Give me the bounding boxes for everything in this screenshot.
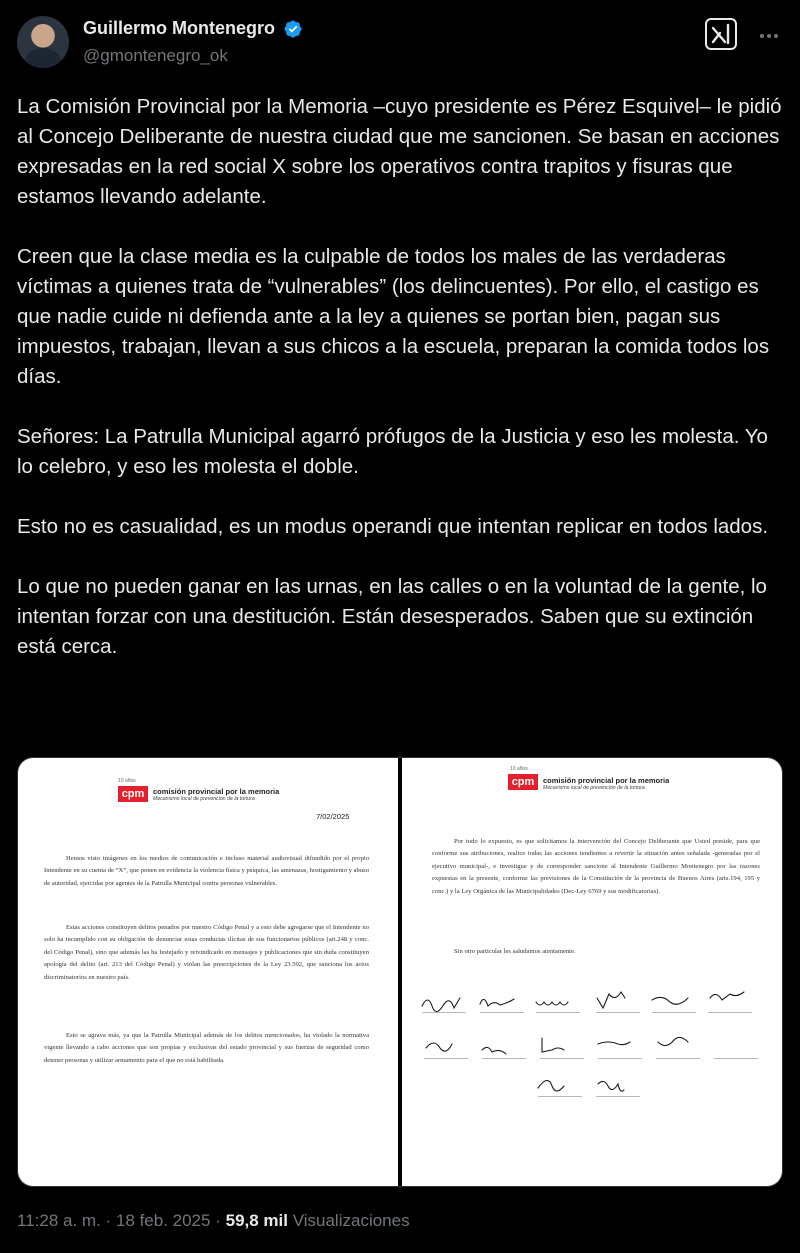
signature-line [424, 1058, 468, 1059]
signature-line [714, 1058, 758, 1059]
org-name: comisión provincial por la memoria [543, 776, 670, 785]
signature-line [540, 1058, 584, 1059]
document-paragraph: Por todo lo expuesto, es que solicitamos la intervención del Concejo Deliberante que Usted preside, para que conforme sus atribuciones, realice todas las acciones tendientes a revertir la situación antes señalada -generadas por el ejecutivo municipal-, e investigue y de corresponder sancione al Intendente Guillermo Montenegro por las razones expuestas en la presente, conforme las previsiones de la Constitución de la provincia de Buenos Aires (arts.194, 195 y conc.) y la Ley Orgánica de las Municipalidades (Dec-Ley 6769 y sus modificatorias). [432, 838, 760, 895]
post-date[interactable]: 18 feb. 2025 [115, 1211, 211, 1230]
cpm-logo: cpm [118, 786, 148, 802]
document-date: 7/02/2025 [316, 812, 350, 821]
document-image-left[interactable] [18, 758, 398, 1187]
tweet-paragraph: Esto no es casualidad, es un modus operandi que intentan replicar en todos lados. [17, 515, 769, 538]
tweet-paragraph: Lo que no pueden ganar en las urnas, en las calles o en la voluntad de la gente, lo intentan forzar con una destitución. Están desesperados. Saben que su extinción está cerca. [17, 575, 767, 658]
tweet-paragraph: La Comisión Provincial por la Memoria –cuyo presidente es Pérez Esquivel– le pidió al Concejo Deliberante de nuestra ciudad que me sancionen. Se basan en acciones expresadas en la red social X sobre los operativos contra trapitos y fisuras que estamos llevando adelante. [17, 95, 782, 208]
signature [658, 1037, 688, 1045]
meta-separator: · [215, 1211, 221, 1230]
org-subtitle: Mecanismo local de prevención de la tortura [543, 785, 645, 791]
tweet-meta [17, 1211, 410, 1231]
cpm-logo: cpm [508, 774, 538, 790]
document-image-right[interactable] [402, 758, 783, 1187]
signature-line [656, 1058, 700, 1059]
more-options-button[interactable] [755, 18, 783, 50]
post-time[interactable]: 11:28 a. m. [17, 1211, 101, 1230]
signature [710, 992, 744, 1000]
signature [542, 1038, 564, 1052]
tweet-paragraph: Creen que la clase media es la culpable de todos los males de las verdaderas víctimas a quienes trata de “vulnerables” (los delincuentes). Por ello, el castigo es que nadie cuide ni defienda ante a la ley a quienes se portan bien, pagan sus impuestos, trabajan, llevan a sus chicos a la escuela, preparan la comida todos los días. [17, 245, 770, 388]
signature [597, 992, 625, 1008]
author-handle[interactable]: @gmontenegro_ok [83, 46, 228, 65]
signature [538, 1080, 564, 1091]
signature [536, 1002, 568, 1005]
author-avatar[interactable] [17, 16, 69, 68]
signature-line [538, 1096, 582, 1097]
tweet-text [17, 92, 783, 692]
document-paragraph: Esto se agrava más, ya que la Patrulla Municipal además de los delitos mencionados, ha violado la normativa vigente llevando a cabo acciones que son propias y exclusivas del estado provincial y sus fuerzas de seguridad como detener personas y utilizar armamento para el que no está habilitada. [44, 1032, 369, 1064]
meta-separator: · [105, 1211, 112, 1230]
org-subtitle: Mecanismo local de prevención de la tortura [153, 796, 255, 802]
document-paragraph: Sin otro particular les saludamos atentamente. [454, 948, 576, 955]
more-options-icon [755, 18, 783, 50]
tweet-media[interactable] [17, 757, 783, 1187]
verified-badge-icon [283, 19, 303, 39]
signature-line [652, 1012, 696, 1013]
org-name: comisión provincial por la memoria [153, 787, 280, 796]
views-count[interactable]: 59,8 mil [225, 1211, 288, 1230]
document-paragraph: Estas acciones constituyen delitos penados por nuestro Código Penal y a esto debe agregarse que el Intendente no solo ha incumplido con su obligación de denunciar estas conductas ilícitas de sus funcionarios públicos (art.248 y conc. del Código Penal), sino que además las ha festejado y reivindicado en mensajes y publicaciones que sin duda constituyen apología del delito (art. 213 del Código Penal) y violan las prescripciones de la Ley 23.592, que sanciona los actos discriminatorios en nuestro país. [44, 924, 369, 981]
signature [426, 1043, 452, 1051]
signature [652, 997, 688, 1004]
tweet-header [17, 16, 783, 72]
grok-button[interactable] [705, 18, 737, 50]
tweet-paragraph: Señores: La Patrulla Municipal agarró prófugos de la Justicia y eso les molesta. Yo lo celebro, y eso les molesta el doble. [17, 425, 768, 478]
signature [598, 1081, 624, 1091]
logo-anniversary: 10 años [118, 778, 136, 784]
signature-line [708, 1012, 752, 1013]
signatures [402, 758, 783, 1187]
logo-anniversary: 10 años [510, 766, 528, 772]
author-name-row [83, 18, 303, 39]
signature [422, 998, 460, 1012]
views-label: Visualizaciones [292, 1211, 410, 1230]
signature [480, 999, 514, 1006]
signature-line [422, 1012, 466, 1013]
signature [598, 1042, 630, 1045]
document-paragraph: Hemos visto imágenes en los medios de comunicación e incluso material audiovisual difundido por el propio Intendente en su cuenta de “X”, que ponen en evidencia la violencia física y psíquica, las amenazas, hostigamiento y abuso de autoridad, ejercidas por agentes de la Patrulla Municipal contra personas vulnerables. [44, 855, 369, 887]
signature-line [482, 1058, 526, 1059]
signature-line [596, 1012, 640, 1013]
grok-icon [707, 20, 735, 48]
author-name[interactable]: Guillermo Montenegro [83, 18, 276, 38]
signature [482, 1047, 506, 1054]
signature-line [598, 1058, 642, 1059]
signature-line [480, 1012, 524, 1013]
signature-line [596, 1096, 640, 1097]
signature-line [536, 1012, 580, 1013]
